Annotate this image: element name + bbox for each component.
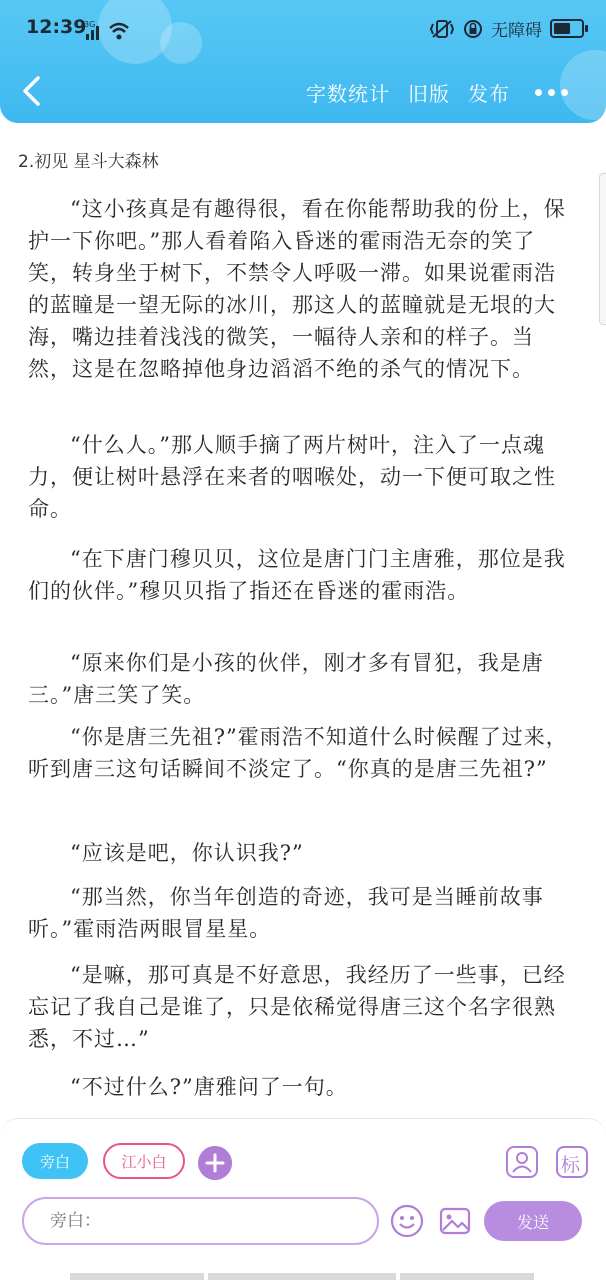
lock-rotation-icon (463, 19, 483, 39)
character-chip[interactable]: 江小白 (103, 1143, 185, 1179)
send-button[interactable]: 发送 (484, 1201, 582, 1241)
paragraph: “那当然，你当年创造的奇迹，我可是当睡前故事听。”霍雨浩两眼冒星星。 (28, 885, 544, 941)
network-type-label: 3G (84, 20, 96, 29)
bottom-handle (70, 1273, 204, 1280)
old-version-button[interactable]: 旧版 (408, 82, 450, 106)
paragraph: “什么人。”那人顺手摘了两片树叶，注入了一点魂力，便让树叶悬浮在来者的咽喉处，动一下便可取之性命。 (28, 433, 556, 521)
bottom-handle (208, 1273, 396, 1280)
image-icon[interactable] (438, 1204, 472, 1238)
scrollbar[interactable] (599, 173, 606, 325)
emoji-icon[interactable] (390, 1204, 424, 1238)
paragraph: “这小孩真是有趣得很，看在你能帮助我的份上，保护一下你吧。”那人看着陷入昏迷的霍雨浩无奈的笑了笑，转身坐于树下，不禁令人呼吸一滞。如果说霍雨浩的蓝瞳是一望无际的冰川，那这人的蓝瞳就是无垠的大海，嘴边挂着浅浅的微笑，一幅待人亲和的样子。当然，这是在忽略掉他身边滔滔不绝的杀气的情况下。 (28, 197, 566, 381)
paragraph: “是嘛，那可真是不好意思，我经历了一些事，已经忘记了我自己是谁了，只是依稀觉得唐三这个名字很熟悉，不过…” (28, 963, 566, 1051)
paragraph: “不过什么?”唐雅问了一句。 (70, 1075, 348, 1099)
more-menu-icon[interactable] (535, 89, 568, 96)
bottom-handle (400, 1273, 534, 1280)
signal-wifi-icon (84, 18, 134, 42)
character-profile-icon[interactable] (506, 1146, 538, 1178)
message-input[interactable] (22, 1197, 379, 1245)
tag-icon-label: 标 (561, 1154, 581, 1176)
battery-icon (550, 19, 584, 38)
paragraph: “在下唐门穆贝贝，这位是唐门门主唐雅，那位是我们的伙伴。”穆贝贝指了指还在昏迷的霍雨浩。 (28, 547, 566, 603)
status-right (429, 16, 584, 41)
status-bar (0, 0, 606, 62)
publish-button[interactable]: 发布 (468, 82, 510, 106)
add-character-icon[interactable] (198, 1146, 232, 1180)
status-time: 12:39 (26, 16, 87, 38)
narrator-chip[interactable]: 旁白 (22, 1143, 88, 1179)
word-count-button[interactable]: 字数统计 (306, 82, 390, 106)
back-arrow-icon[interactable] (16, 74, 50, 108)
paragraph: “你是唐三先祖?”霍雨浩不知道什么时候醒了过来，听到唐三这句话瞬间不淡定了。“你真的是唐三先祖?” (28, 725, 568, 781)
vibrate-icon (429, 19, 455, 39)
toolbar-actions (306, 78, 510, 107)
tag-icon[interactable] (556, 1146, 588, 1178)
paragraph: “应该是吧，你认识我?” (70, 841, 304, 865)
story-content (0, 123, 606, 1118)
chapter-title: 2.初见 星斗大森林 (18, 152, 159, 172)
accessibility-label: 无障碍 (491, 21, 542, 41)
app-header (0, 0, 606, 123)
paragraph: “原来你们是小孩的伙伴，刚才多有冒犯，我是唐三。”唐三笑了笑。 (28, 651, 544, 707)
